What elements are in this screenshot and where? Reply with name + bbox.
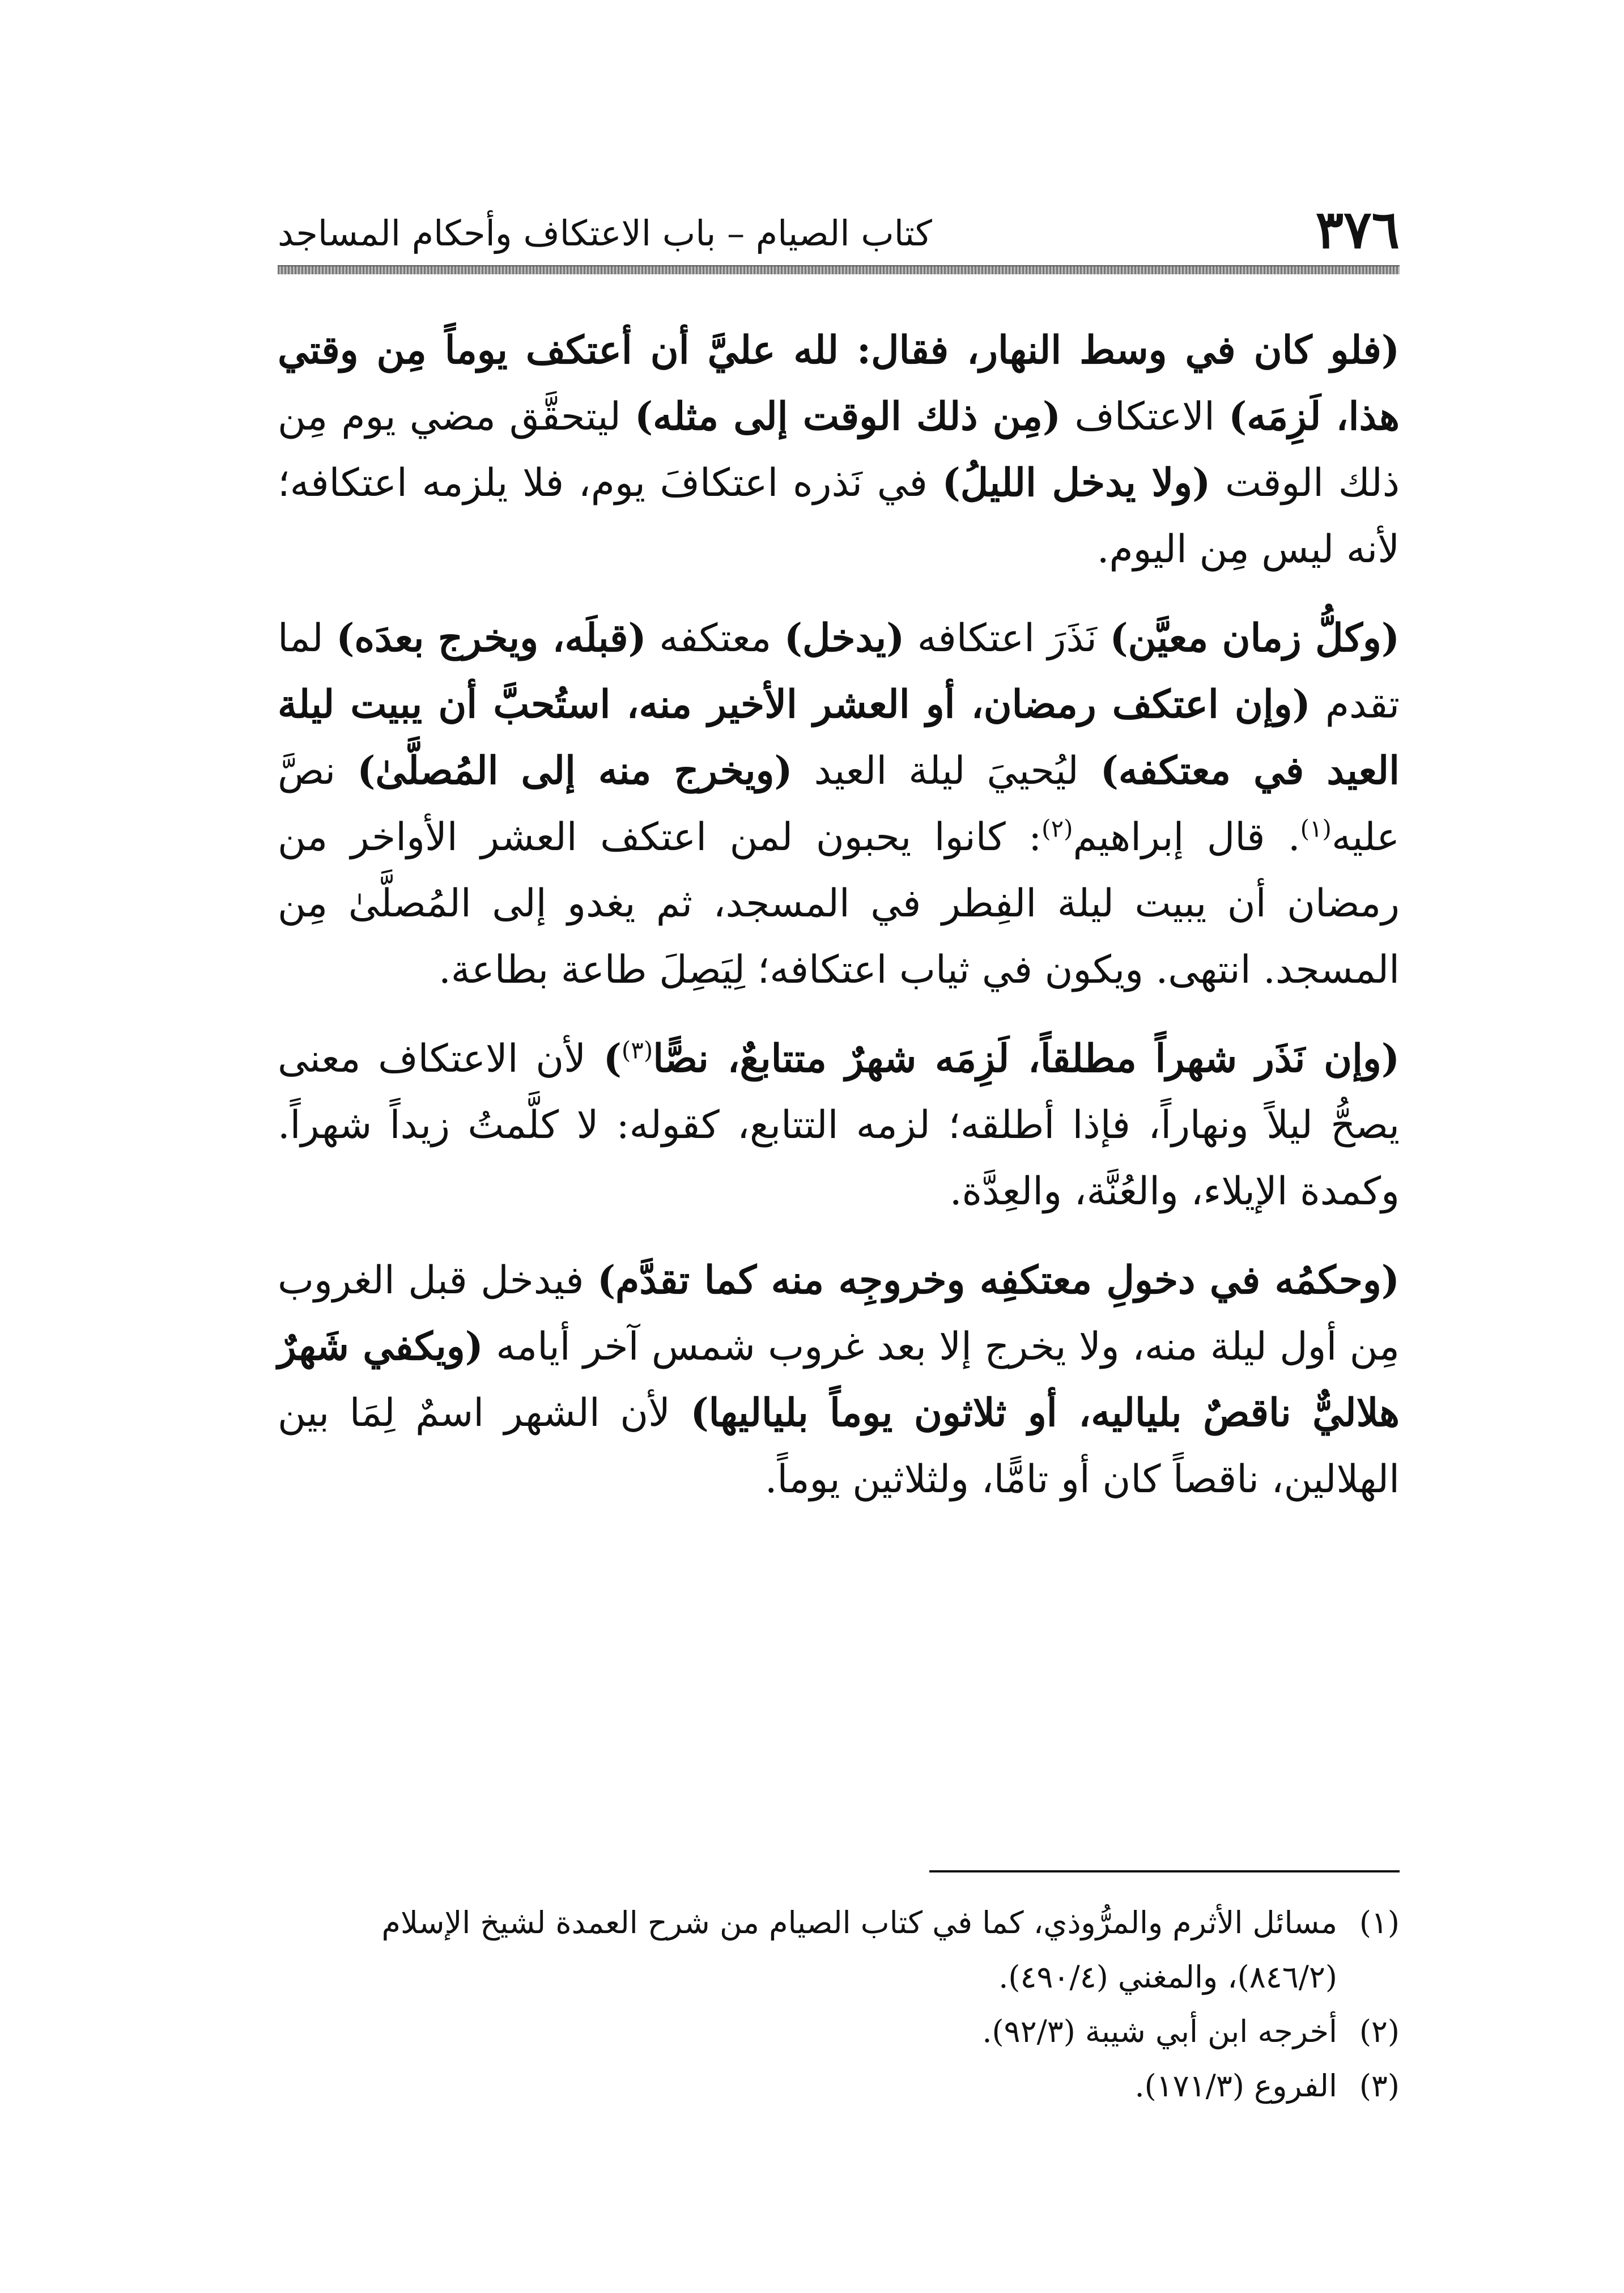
commentary-text: معتكفه <box>646 616 784 661</box>
matn-text: (يدخل) <box>784 615 905 661</box>
main-text <box>278 317 1400 1535</box>
commentary-text: لأن الشهر اسمٌ لِمَا بين الهلالين، ناقصاً كان أو تامًّا، ولثلاثين يوماً. <box>278 1391 1400 1502</box>
paragraph <box>278 605 1400 1003</box>
matn-text: (وإن نَذَر شهراً مطلقاً، لَزِمَه شهرٌ متتابعٌ، نصًّا <box>653 1036 1400 1081</box>
footnote <box>278 2005 1400 2059</box>
footnote <box>278 1896 1400 2005</box>
page-header <box>278 198 1400 261</box>
footnote-text: أخرجه ابن أبي شيبة (٩٢/٣). <box>982 2014 1337 2049</box>
footnote-text: مسائل الأثرم والمرُّوذي، كما في كتاب الصيام من شرح العمدة لشيخ الإسلام (٨٤٦/٢)، والمغني (٤٩٠/٤). <box>381 1905 1337 1995</box>
commentary-text: لما تقدم <box>278 616 1400 727</box>
matn-text: (فلو كان في وسط النهار، فقال: لله عليَّ أن أعتكف يوماً مِن وقتي هذا، لَزِمَه) <box>278 328 1400 439</box>
page-number: ٣٧٦ <box>1315 199 1400 260</box>
commentary-text: نصَّ عليه <box>278 749 1400 860</box>
footnote-number: (٢) <box>1359 2014 1400 2049</box>
matn-text: (قبلَه، ويخرج بعدَه) <box>336 615 647 661</box>
commentary-text: في نَذره اعتكافَ يوم، فلا يلزمه اعتكافه؛ لأنه ليس مِن اليوم. <box>278 461 1400 572</box>
footnote-text: الفروع (١٧١/٣). <box>1134 2068 1337 2104</box>
matn-text: (ولا يدخل الليلُ) <box>942 460 1211 506</box>
paragraph <box>278 317 1400 583</box>
header-rule <box>278 265 1400 274</box>
matn-text: ) <box>603 1036 622 1081</box>
footnote-separator <box>929 1870 1400 1872</box>
paragraph <box>278 1247 1400 1513</box>
commentary-text: الاعتكاف <box>1061 394 1229 439</box>
commentary-text: : كانوا يحبون لمن اعتكف العشر الأواخر من رمضان أن يبيت ليلة الفِطر في المسجد، ثم يغدو إلى المُصلَّىٰ مِن المسجد. انتهى. ويكون في ثياب اعتكافه؛ لِيَصِلَ طاعة بطاعة. <box>278 815 1400 992</box>
footnote-ref: (٢) <box>1041 814 1073 843</box>
commentary-text: فيدخل قبل الغروب مِن أول ليلة منه، ولا يخرج إلا بعد غروب شمس آخر أيامه <box>278 1258 1400 1369</box>
commentary-text: ليُحييَ ليلة العيد <box>792 749 1100 793</box>
running-title: كتاب الصيام – باب الاعتكاف وأحكام المساجد <box>278 213 932 254</box>
footnote-number: (٣) <box>1359 2068 1400 2104</box>
footnote-ref: (٣) <box>621 1036 653 1064</box>
footnote-ref: (١) <box>1300 814 1332 843</box>
matn-text: (وكلُّ زمان معيَّن) <box>1109 615 1400 661</box>
commentary-text: ليتحقَّق مضي يوم مِن ذلك الوقت <box>278 394 1400 506</box>
commentary-text: لأن الاعتكاف معنى يصحُّ ليلاً ونهاراً، فإذا أطلقه؛ لزمه التتابع، كقوله: لا كلَّمتُ زيداً شهراً. وكمدة الإيلاء، والعُنَّة، والعِدَّة. <box>278 1037 1400 1214</box>
footnote-number: (١) <box>1359 1905 1400 1940</box>
matn-text: (ويخرج منه إلى المُصلَّىٰ) <box>357 748 793 793</box>
commentary-text: نَذَرَ اعتكافه <box>904 616 1110 661</box>
paragraph <box>278 1026 1400 1225</box>
footnote <box>278 2059 1400 2113</box>
matn-text: (وحكمُه في دخولِ معتكفِه وخروجِه منه كما تقدَّم) <box>597 1258 1400 1303</box>
matn-text: (مِن ذلك الوقت إلى مثله) <box>635 394 1061 439</box>
footnotes <box>278 1896 1400 2113</box>
matn-text: (وإن اعتكف رمضان، أو العشر الأخير منه، استُحبَّ أن يبيت ليلة العيد في معتكفه) <box>278 682 1400 793</box>
matn-text: (ويكفي شَهرٌ هلاليٌّ ناقصٌ بلياليه، أو ثلاثون يوماً بلياليها) <box>278 1324 1400 1436</box>
commentary-text: . قال إبراهيم <box>1073 815 1300 860</box>
